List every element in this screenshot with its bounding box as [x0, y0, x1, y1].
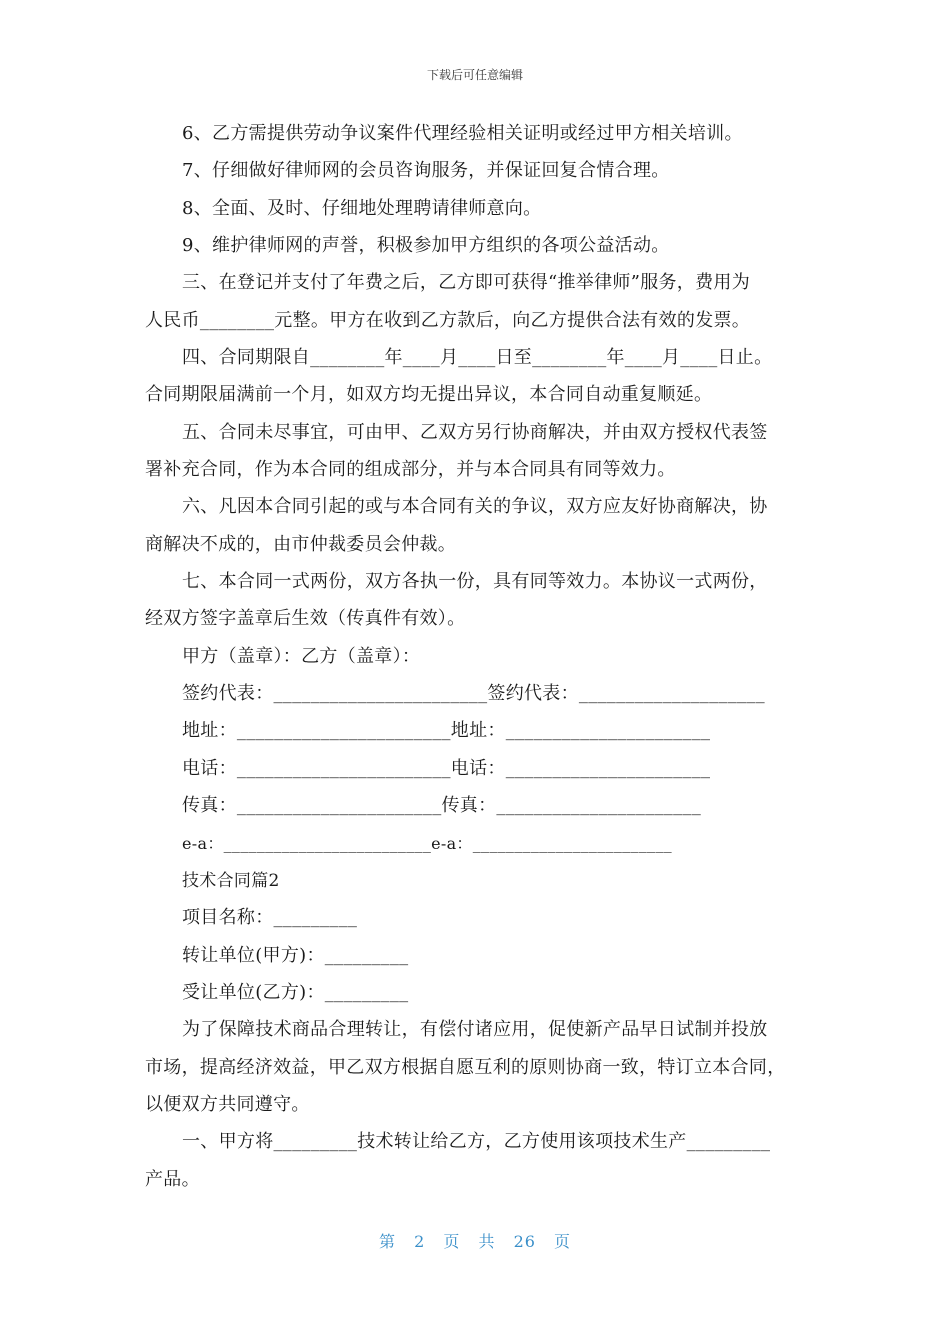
page-footer	[0, 1229, 950, 1252]
body-line: 商解决不成的，由市仲裁委员会仲裁。	[145, 534, 457, 555]
section-heading: 技术合同篇2	[182, 871, 280, 891]
body-line: 甲方（盖章）：乙方（盖章）：	[182, 646, 421, 667]
page-header: 下载后可任意编辑	[426, 68, 523, 82]
body-line: 8、全面、及时、仔细地处理聘请律师意向。	[182, 198, 542, 219]
body-line: 三、在登记并支付了年费之后，乙方即可获得“推举律师”服务，费用为	[182, 272, 751, 293]
total-pages-number: 26	[513, 1232, 536, 1251]
body-line: 四、合同期限自________年____月____日至________年____月____日止。	[182, 347, 773, 368]
body-line: 五、合同未尽事宜，可由甲、乙双方另行协商解决，并由双方授权代表签	[182, 422, 768, 443]
page-label: 第	[378, 1232, 396, 1251]
body-line: 9、维护律师网的声誉，积极参加甲方组织的各项公益活动。	[182, 235, 670, 256]
body-line: 署补充合同，作为本合同的组成部分，并与本合同具有同等效力。	[145, 459, 676, 480]
body-line: 合同期限届满前一个月，如双方均无提出异议，本合同自动重复顺延。	[145, 384, 713, 405]
body-line: 六、凡因本合同引起的或与本合同有关的争议，双方应友好协商解决，协	[182, 496, 768, 517]
fax-line: 传真：______________________传真：______________________	[182, 795, 701, 816]
body-line: 6、乙方需提供劳动争议案件代理经验相关证明或经过甲方相关培训。	[182, 123, 743, 144]
body-line: 市场，提高经济效益，甲乙双方根据自愿互利的原则协商一致，特订立本合同，	[145, 1057, 786, 1078]
page-label: 共	[478, 1232, 496, 1251]
body-line: 七、本合同一式两份，双方各执一份，具有同等效力。本协议一式两份，	[182, 571, 768, 592]
body-line: 产品。	[145, 1169, 200, 1190]
page-label: 页	[443, 1232, 461, 1251]
address-line: 地址：_______________________地址：______________________	[182, 720, 711, 741]
body-line: 为了保障技术商品合理转让，有偿付诸应用，促使新产品早日试制并投放	[182, 1019, 768, 1040]
body-line: 以便双方共同遵守。	[145, 1094, 310, 1115]
current-page-number: 2	[414, 1232, 426, 1251]
signature-line: 签约代表：_______________________签约代表：____________________	[182, 683, 765, 704]
body-line: 人民币________元整。甲方在收到乙方款后，向乙方提供合法有效的发票。	[145, 310, 751, 331]
phone-line: 电话：_______________________电话：______________________	[182, 758, 711, 779]
page-label: 页	[554, 1232, 572, 1251]
body-line: 受让单位(乙方)：_________	[182, 982, 409, 1003]
body-line: 经双方签字盖章后生效（传真件有效）。	[145, 608, 466, 629]
body-line: 项目名称：_________	[182, 907, 358, 928]
body-line: 转让单位(甲方)：_________	[182, 945, 409, 966]
email-line: e-a：_________________________e-a：________________________	[182, 834, 672, 853]
body-line: 一、甲方将_________技术转让给乙方，乙方使用该项技术生产_________	[182, 1131, 771, 1152]
body-line: 7、仔细做好律师网的会员咨询服务，并保证回复合情合理。	[182, 160, 670, 181]
